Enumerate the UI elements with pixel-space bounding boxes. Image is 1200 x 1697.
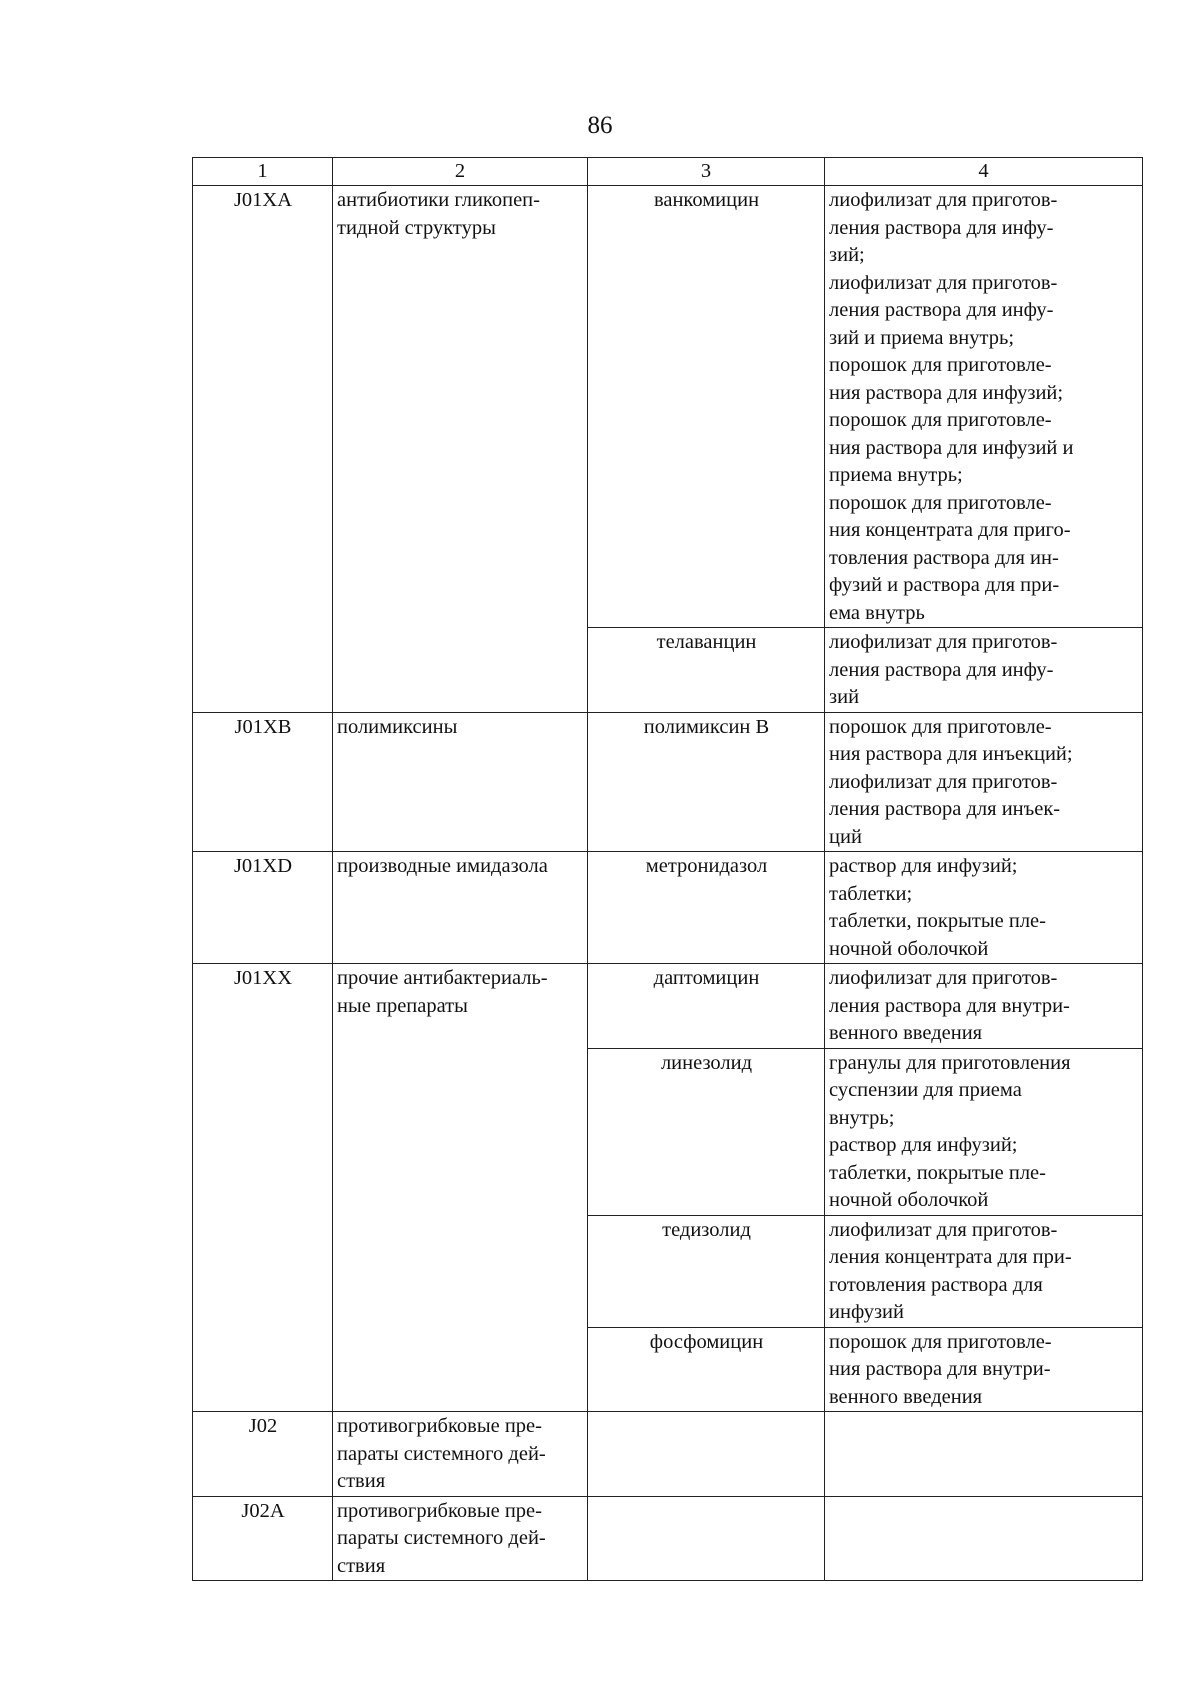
drug-name-cell: метронидазол bbox=[588, 852, 825, 964]
drug-name-cell bbox=[588, 1412, 825, 1497]
dosage-form-cell bbox=[825, 1412, 1143, 1497]
drug-name-cell: даптомицин bbox=[588, 964, 825, 1049]
group-name-cell: прочие антибактериаль- ные препараты bbox=[333, 964, 588, 1412]
drug-name-cell: полимиксин В bbox=[588, 712, 825, 852]
dosage-form-cell bbox=[825, 1496, 1143, 1581]
dosage-form-cell: лиофилизат для приготов- ления концентрата для при- готовления раствора для инфузий bbox=[825, 1215, 1143, 1327]
atc-code-cell: J01XD bbox=[193, 852, 333, 964]
table-row bbox=[193, 964, 1143, 1049]
dosage-form-cell: раствор для инфузий; таблетки; таблетки, покрытые пле- ночной оболочкой bbox=[825, 852, 1143, 964]
dosage-form-cell: лиофилизат для приготов- ления раствора для инфу- зий bbox=[825, 628, 1143, 713]
dosage-form-cell: порошок для приготовле- ния раствора для внутри- венного введения bbox=[825, 1327, 1143, 1412]
dosage-form-cell: гранулы для приготовления суспензии для приема внутрь; раствор для инфузий; таблетки, покрытые пле- ночной оболочкой bbox=[825, 1048, 1143, 1215]
group-name-cell: антибиотики гликопеп- тидной структуры bbox=[333, 186, 588, 713]
dosage-form-cell: порошок для приготовле- ния раствора для инъекций; лиофилизат для приготов- ления раствора для инъек- ций bbox=[825, 712, 1143, 852]
group-name-cell: производные имидазола bbox=[333, 852, 588, 964]
group-name-cell: противогрибковые пре- параты системного дей- ствия bbox=[333, 1496, 588, 1581]
atc-code-cell: J02 bbox=[193, 1412, 333, 1497]
atc-code-cell: J01XA bbox=[193, 186, 333, 713]
table-row bbox=[193, 186, 1143, 628]
column-header: 3 bbox=[588, 158, 825, 186]
atc-code-cell: J02A bbox=[193, 1496, 333, 1581]
drug-name-cell: телаванцин bbox=[588, 628, 825, 713]
atc-code-cell: J01XB bbox=[193, 712, 333, 852]
dosage-form-cell: лиофилизат для приготов- ления раствора для инфу- зий; лиофилизат для приготов- ления раствора для инфу- зий и приема внутрь; порошок для приготовле- ния раствора для инфузий; порошок для приготовле- ния раствора для инфузий и приема внутрь; порошок для приготовле- ния концентрата для приго- товления раствора для ин- фузий и раствора для при- ема внутрь bbox=[825, 186, 1143, 628]
table-header-row bbox=[193, 158, 1143, 186]
drug-name-cell: фосфомицин bbox=[588, 1327, 825, 1412]
drug-name-cell: ванкомицин bbox=[588, 186, 825, 628]
atc-code-cell: J01XX bbox=[193, 964, 333, 1412]
group-name-cell: противогрибковые пре- параты системного дей- ствия bbox=[333, 1412, 588, 1497]
drug-name-cell: линезолид bbox=[588, 1048, 825, 1215]
page-number: 86 bbox=[587, 112, 613, 139]
column-header: 1 bbox=[193, 158, 333, 186]
dosage-form-cell: лиофилизат для приготов- ления раствора для внутри- венного введения bbox=[825, 964, 1143, 1049]
table-row bbox=[193, 852, 1143, 964]
group-name-cell: полимиксины bbox=[333, 712, 588, 852]
drug-name-cell: тедизолид bbox=[588, 1215, 825, 1327]
column-header: 2 bbox=[333, 158, 588, 186]
drug-classification-table bbox=[192, 157, 1143, 1581]
table-row bbox=[193, 1412, 1143, 1497]
column-header: 4 bbox=[825, 158, 1143, 186]
drug-name-cell bbox=[588, 1496, 825, 1581]
table-row bbox=[193, 712, 1143, 852]
table-row bbox=[193, 1496, 1143, 1581]
